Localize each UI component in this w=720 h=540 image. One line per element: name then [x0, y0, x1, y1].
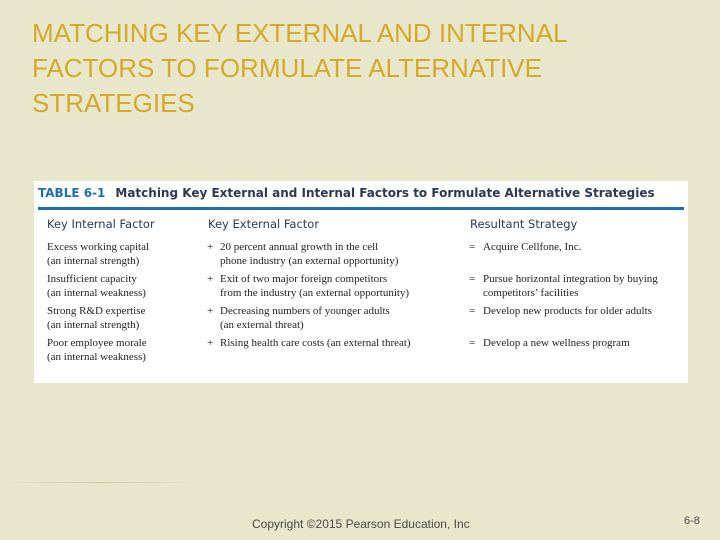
cell-line: Poor employee morale — [47, 337, 147, 349]
strategy-cell — [483, 272, 658, 300]
equals-sign: = — [469, 273, 476, 285]
plus-sign: + — [207, 305, 214, 317]
title-line: STRATEGIES — [32, 88, 195, 118]
strategy-cell — [483, 336, 630, 350]
cell-line: Decreasing numbers of younger adults — [220, 305, 390, 317]
copyright-notice: Copyright ©2015 Pearson Education, Inc — [252, 517, 470, 531]
cell-line: Acquire Cellfone, Inc. — [483, 241, 582, 253]
cell-line: Exit of two major foreign competitors — [220, 273, 388, 285]
cell-line: Strong R&D expertise — [47, 305, 146, 317]
table-header-rule — [38, 207, 684, 210]
column-header-external: Key External Factor — [208, 217, 320, 231]
table-heading — [38, 186, 655, 204]
internal-factor-cell — [47, 336, 147, 364]
external-factor-cell — [220, 240, 398, 268]
equals-sign: = — [469, 241, 476, 253]
external-factor-cell — [220, 304, 390, 332]
cell-line: Pursue horizontal integration by buying — [483, 273, 658, 285]
strategy-cell — [483, 304, 652, 318]
table-number: TABLE 6-1 — [38, 186, 106, 200]
strategy-cell — [483, 240, 581, 254]
plus-sign: + — [207, 337, 214, 349]
external-factor-cell — [220, 336, 411, 350]
internal-factor-cell — [47, 240, 149, 268]
page-number: 6-8 — [684, 515, 700, 527]
cell-line: (an internal weakness) — [47, 351, 146, 363]
plus-sign: + — [207, 241, 214, 253]
cell-line: Develop a new wellness program — [483, 337, 630, 349]
cell-line: (an external threat) — [220, 319, 304, 331]
cell-line: Excess working capital — [47, 241, 150, 253]
cell-line: (an internal strength) — [47, 319, 140, 331]
cell-line: 20 percent annual growth in the cell — [220, 241, 379, 253]
table-caption: Matching Key External and Internal Factors to Formulate Alternative Strategies — [115, 186, 655, 200]
cell-line: (an internal weakness) — [47, 287, 146, 299]
footer-divider — [0, 482, 200, 483]
matching-table — [34, 181, 688, 383]
cell-line: from the industry (an external opportunity) — [220, 287, 410, 299]
external-factor-cell — [220, 272, 409, 300]
slide-title — [32, 16, 692, 121]
equals-sign: = — [469, 337, 476, 349]
cell-line: Insufficient capacity — [47, 273, 137, 285]
internal-factor-cell — [47, 272, 146, 300]
column-header-strategy: Resultant Strategy — [470, 217, 578, 231]
internal-factor-cell — [47, 304, 145, 332]
title-line: MATCHING KEY EXTERNAL AND INTERNAL — [32, 18, 568, 48]
cell-line: phone industry (an external opportunity) — [220, 255, 399, 267]
title-line: FACTORS TO FORMULATE ALTERNATIVE — [32, 53, 542, 83]
cell-line: Rising health care costs (an external threat) — [220, 337, 411, 349]
column-header-internal: Key Internal Factor — [47, 217, 155, 231]
plus-sign: + — [207, 273, 214, 285]
cell-line: Develop new products for older adults — [483, 305, 652, 317]
cell-line: competitors’ facilities — [483, 287, 579, 299]
cell-line: (an internal strength) — [47, 255, 140, 267]
equals-sign: = — [469, 305, 476, 317]
